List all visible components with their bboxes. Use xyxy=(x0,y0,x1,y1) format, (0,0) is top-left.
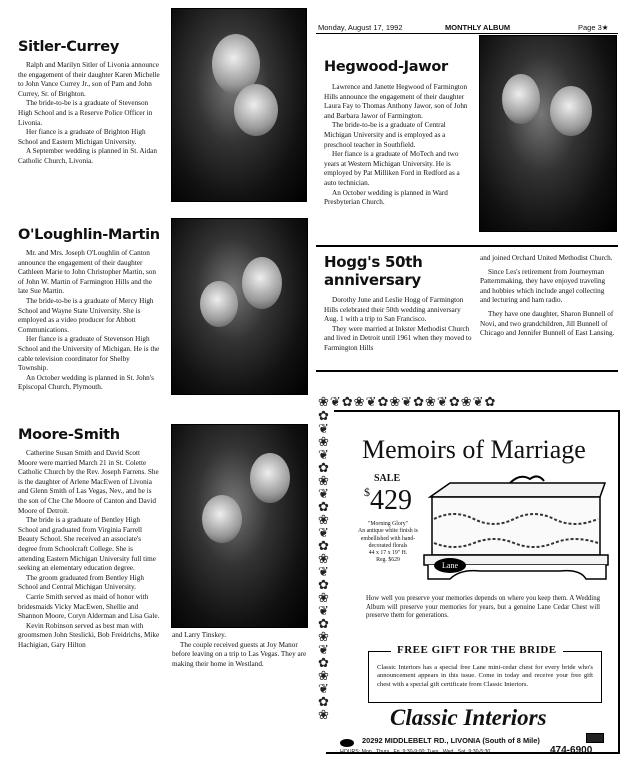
paragraph: and joined Orchard United Methodist Church. xyxy=(480,254,613,262)
product-name: "Morning Glory" xyxy=(368,521,408,527)
article-title-moore: Moore-Smith xyxy=(18,427,120,443)
price-value: 429 xyxy=(370,485,412,516)
free-gift-heading: FREE GIFT FOR THE BRIDE xyxy=(391,643,563,657)
advertisement xyxy=(318,395,622,767)
free-gift-text: Classic Interiors has a special free Lane mini-cedar chest for every bride who's announcement appears in this issue. Come in today and receive your free gift chest with a special gift certificate from Classic Interiors. xyxy=(377,664,593,688)
paragraph: Mr. and Mrs. Joseph O'Loughlin of Canton announce the engagement of their daughter Cathleen Marie to John Christopher Martin, son of John W. Martin of Farmington Hills and the late Sue Martin. xyxy=(18,249,156,296)
left-column xyxy=(18,38,160,650)
lane-brand-badge: Lane xyxy=(434,558,466,573)
sale-price xyxy=(364,485,412,521)
store-address: 20292 MIDDLEBELT RD., LIVONIA (South of 8 Mile) xyxy=(362,736,540,745)
regular-price: Reg. $629 xyxy=(376,557,400,564)
paragraph: An October wedding is planned in Ward Presbyterian Church. xyxy=(324,188,448,207)
article-moore xyxy=(18,426,160,650)
credit-card-icon xyxy=(586,733,604,743)
product-dimensions: 44 x 17 x 19" H. xyxy=(368,550,408,557)
section-rule xyxy=(316,370,618,372)
article-title-hegwood: Hegwood-Jawor xyxy=(324,59,448,75)
floral-vine-icon: ✿ ❦ ❀ ❦ ✿ ❀ ❦ ✿ ❀ ❦ ✿ ❀ ❦ ✿ ❀ ❦ ✿ ❀ ❦ ✿ ❀ ❦ ✿ ❀ xyxy=(318,409,334,721)
paragraph: Dorothy June and Leslie Hogg of Farmington Hills celebrated their 50th wedding anniversary Aug. 1 with a trip to San Francisco. xyxy=(324,296,464,324)
couple-photo-moore xyxy=(171,424,308,628)
paragraph: They were married at Inkster Methodist Church and lived in Detroit until 1961 when they moved to Farmington Hills xyxy=(324,324,472,352)
ad-pitch: How well you preserve your memories depends on where you keep them. A Wedding Album will preserve your memories for years, but a genuine Lane Cedar Chest will preserve them for generations. xyxy=(366,595,600,620)
paragraph: Ralph and Marilyn Sitler of Livonia announce the engagement of their daughter Karen Michelle to John Vance Currey Jr., son of Pam and John Currey, Sr. of Brighton. xyxy=(18,61,160,98)
paragraph: Lawrence and Janette Hegwood of Farmington Hills announce the engagement of their daughter Laura Fay to Thomas Anthony Jawor, son of John and Barbara Jawor of Farmington. xyxy=(324,83,468,120)
article-body-moore xyxy=(18,449,160,650)
paragraph: The couple received guests at Joy Manor before leaving on a trip to Las Vegas. They are making their home in Westland. xyxy=(172,640,307,668)
paragraph: and Larry Tinskey. xyxy=(172,631,227,639)
section-name: MONTHLY ALBUM xyxy=(445,23,511,32)
article-body-sitler xyxy=(18,61,160,167)
header-rule xyxy=(316,33,618,34)
free-gift-box xyxy=(368,644,602,703)
store-hours: HOURS: Mon., Thurs., Fri. 9:30-9:00; Tues., Wed., Sat. 9:30-5:30 xyxy=(340,749,491,755)
paragraph: An October wedding is planned in St. John's Episcopal Church, Plymouth. xyxy=(18,373,154,392)
page-number: Page 3★ xyxy=(578,23,609,32)
paragraph: The bride is a graduate of Bentley High School and graduated from Virginia Farrell Beauty School. She received an associate's degree from Schoolcraft College. She is attending Eastern Michigan University full time seeking an elementary education degree. xyxy=(18,516,156,573)
paragraph: Kevin Robinson served as best man with groomsmen John Steslicki, Bob Freidrichs, Mike Hachigian, Gary Hilton xyxy=(18,621,160,649)
paragraph: Her fiance is a graduate of MoTech and two years at Western Michigan University. He is employed by Pat Milliken Ford in Redford as a auto technician. xyxy=(324,150,460,187)
product-description xyxy=(358,521,418,565)
paragraph: Carrie Smith served as maid of honor with bridesmaids Vicky MacEwen, Shellie and Shannon Moore, Coryn Alderman and Lisa Gale. xyxy=(18,592,160,621)
article-title-oloughlin: O'Loughlin-Martin xyxy=(18,227,160,243)
paragraph: Her fiance is a graduate of Stevenson High School and the University of Michigan. He is the cable television coordinator for Shelby Township. xyxy=(18,335,160,373)
article-hegwood xyxy=(324,58,472,208)
paragraph: Catherine Susan Smith and David Scott Moore were married March 21 in St. Colette Catholic Church by the Rev. Joseph Farrens. She is the daughter of Arlene MacEwen of Livonia and Glenn Smith of Las Vegas, Nev., and he is the son of Che Che Moore of Canton and David Moore of Detroit. xyxy=(18,449,159,515)
article-title-hogg: Hogg's 50th anniversary xyxy=(324,253,423,289)
paragraph: The bride-to-be is a graduate of Central Michigan University and is employed as a preschool teacher in Southfield. xyxy=(324,121,446,149)
sale-label: SALE xyxy=(374,473,401,484)
paragraph: Since Les's retirement from Journeyman Patternmaking, they have enjoyed traveling and hobbies which include angel collecting and lecturing and ham radio. xyxy=(480,267,606,305)
paragraph: The bride-to-be is a graduate of Mercy High School and Wayne State University. She is employed as a video producer for Abbott Communications. xyxy=(18,296,154,334)
price-symbol: $ xyxy=(364,485,370,499)
article-body-hogg-col1 xyxy=(324,296,472,354)
store-logo-icon xyxy=(340,739,354,747)
article-title-sitler: Sitler-Currey xyxy=(18,39,119,55)
product-finish: An antique white finish is embellished with hand-decorated florals xyxy=(358,528,418,549)
paragraph: Her fiance is a graduate of Brighton High School and Eastern Michigan University. xyxy=(18,128,146,146)
paragraph: They have one daughter, Sharon Bunnell of Novi, and two grandchildren, Jill Bunnell of Chicago and Jennifer Bunnell of East Lansing. xyxy=(480,309,615,338)
article-body-oloughlin xyxy=(18,249,160,393)
article-sitler xyxy=(18,38,160,226)
store-name: Classic Interiors xyxy=(390,705,547,730)
couple-photo-hegwood xyxy=(479,35,617,232)
article-continued-moore xyxy=(172,631,308,669)
paragraph: A September wedding is planned in St. Aidan Catholic Church, Livonia. xyxy=(18,147,157,165)
section-rule xyxy=(316,245,618,247)
couple-photo-oloughlin xyxy=(171,218,308,395)
floral-vine-icon: ❀❦✿❀❦✿❀❦✿❀❦✿❀❦✿ xyxy=(318,395,578,408)
ad-title: Memoirs of Marriage xyxy=(362,435,586,464)
article-oloughlin xyxy=(18,226,160,426)
paragraph: The groom graduated from Bentley High School and Central Michigan University. xyxy=(18,573,144,592)
article-body-hogg-col2 xyxy=(480,254,616,339)
article-hogg-col1 xyxy=(324,253,472,354)
couple-photo-sitler xyxy=(171,8,307,202)
paragraph: The bride-to-be is a graduate of Stevenson High School and is a Reserve Police Officer in Livonia. xyxy=(18,99,153,127)
article-body-hegwood xyxy=(324,83,472,208)
issue-date: Monday, August 17, 1992 xyxy=(318,23,403,32)
store-phone: 474-6900 xyxy=(550,745,593,756)
